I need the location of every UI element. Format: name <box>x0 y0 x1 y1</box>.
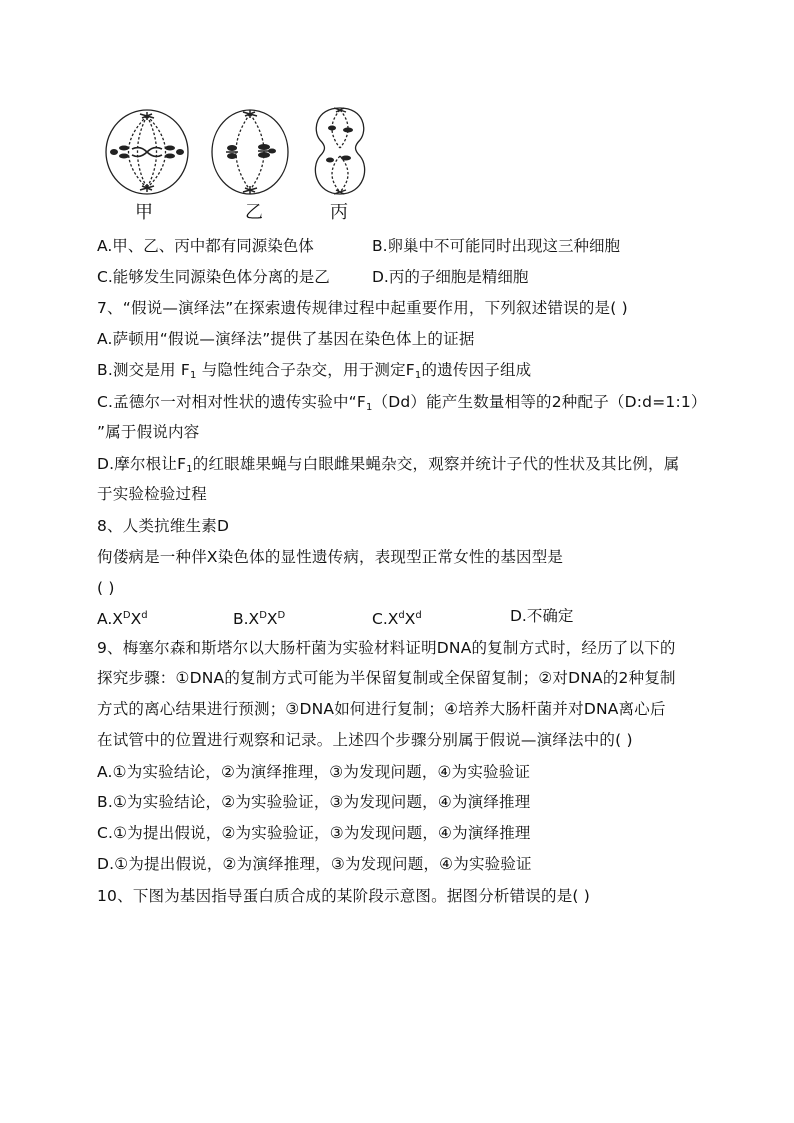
q8-option-c: $C.X^dX^d$ <box>372 610 422 628</box>
q6-option-c: C.能够发生同源染色体分离的是乙 <box>97 268 330 286</box>
q8-option-d: D.不确定 <box>510 607 574 625</box>
q7-option-c-cont: ”属于假说内容 <box>97 423 200 441</box>
figure-label-yi: 乙 <box>245 202 263 223</box>
q6-option-b: B.卵巢中不可能同时出现这三种细胞 <box>372 237 621 255</box>
q6-option-a: A.甲、乙、丙中都有同源染色体 <box>97 237 314 255</box>
q9-option-a: A.①为实验结论，②为演绎推理，③为发现问题，④为实验验证 <box>97 763 531 781</box>
q7-option-c: C.孟德尔一对相对性状的遗传实验中“$F_1(Dd)$能产生数量相等的2种配子（D:d=1:1） <box>97 393 707 413</box>
q7-option-a: A.萨顿用“假说—演绎法”提供了基因在染色体上的证据 <box>97 330 475 348</box>
q7-option-b: B.测交是用 $F_1$ 与隐性纯合子杂交，用于测定$F_1$的遗传因子组成 <box>97 361 532 381</box>
q8-option-a: $A.X^DX^d$ <box>97 610 148 628</box>
q9-option-b: B.①为实验结论，②为实验验证，③为发现问题，④为演绎推理 <box>97 793 531 811</box>
q8-stem-line1: 8、人类抗维生素D <box>97 517 230 535</box>
q9-stem-line4: 在试管中的位置进行观察和记录。上述四个步骤分别属于假说—演绎法中的( ) <box>97 731 633 749</box>
q8-stem-line3: ( ) <box>97 579 115 597</box>
q6-option-d: D.丙的子细胞是精细胞 <box>372 268 529 286</box>
q7-option-d: D.摩尔根让$F_1$的红眼雄果蝇与白眼雌果蝇杂交，观察并统计子代的性状及其比例，属 <box>97 455 680 475</box>
q9-option-c: C.①为提出假说，②为实验验证，③为发现问题，④为演绎推理 <box>97 824 531 842</box>
figure-label-jia: 甲 <box>135 202 153 223</box>
q9-stem-line2: 探究步骤：①DNA的复制方式可能为半保留复制或全保留复制；②对DNA的2种复制 <box>97 669 676 687</box>
cell-bing-diagram <box>315 108 364 194</box>
cell-jia-diagram <box>106 110 188 194</box>
q7-option-d-cont: 于实验检验过程 <box>97 485 207 503</box>
cell-yi-diagram <box>212 110 288 194</box>
figure-label-bing: 丙 <box>330 202 348 223</box>
q9-option-d: D.①为提出假说，②为演绎推理，③为发现问题，④为实验验证 <box>97 855 532 873</box>
q8-stem-line2: 佝偻病是一种伴X染色体的显性遗传病，表现型正常女性的基因型是 <box>97 548 564 566</box>
q7-stem: 7、“假说—演绎法”在探索遗传规律过程中起重要作用，下列叙述错误的是( ) <box>97 299 628 317</box>
q9-stem-line3: 方式的离心结果进行预测；③DNA如何进行复制；④培养大肠杆菌并对DNA离心后 <box>97 700 666 718</box>
q10-stem: 10、下图为基因指导蛋白质合成的某阶段示意图。据图分析错误的是( ) <box>97 887 591 905</box>
q8-option-b: $B.X^DX^D$ <box>233 610 286 628</box>
q9-stem-line1: 9、梅塞尔森和斯塔尔以大肠杆菌为实验材料证明DNA的复制方式时，经历了以下的 <box>97 639 676 657</box>
